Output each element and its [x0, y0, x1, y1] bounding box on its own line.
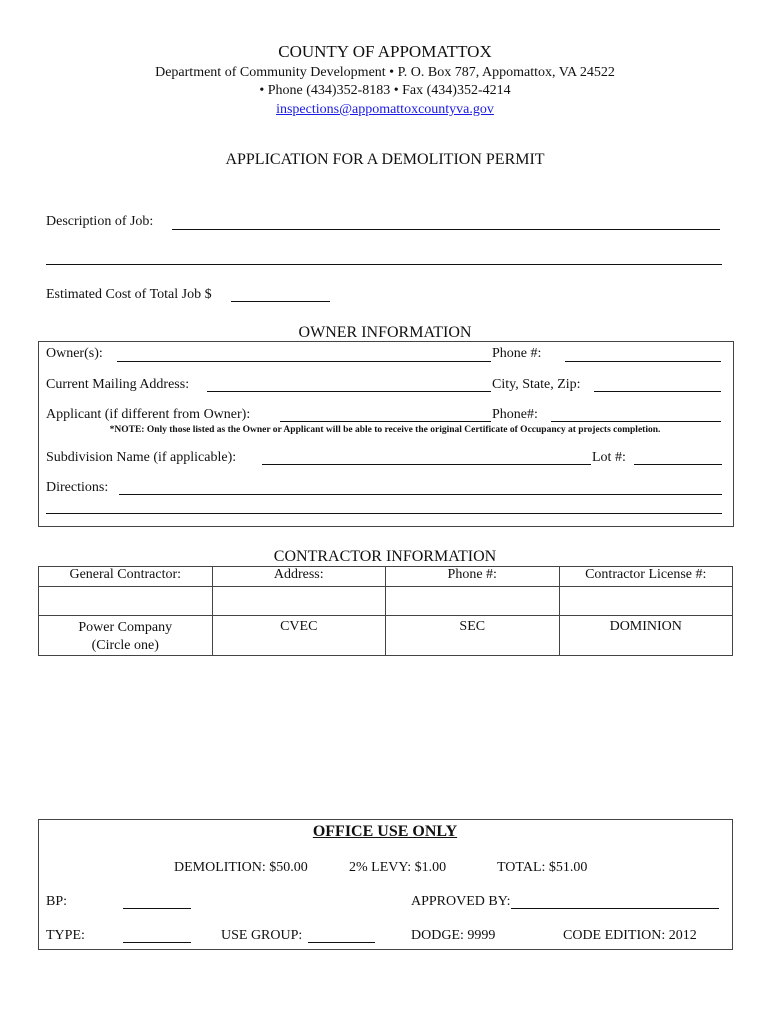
description-field[interactable] — [172, 229, 720, 230]
description-field-line2[interactable] — [46, 264, 722, 265]
address-cell[interactable] — [212, 587, 386, 616]
applicant-phone-field[interactable] — [551, 421, 721, 422]
approved-by-field[interactable] — [511, 908, 719, 909]
directions-field-line2[interactable] — [46, 513, 722, 514]
contractor-section-title: CONTRACTOR INFORMATION — [273, 548, 497, 565]
bp-label: BP: — [46, 894, 68, 909]
power-company-label — [39, 616, 213, 656]
owners-label: Owner(s): — [46, 346, 103, 361]
contractor-header-row — [39, 567, 733, 587]
approved-by-label: APPROVED BY: — [411, 894, 511, 909]
license-cell[interactable] — [559, 587, 733, 616]
mailing-address-field[interactable] — [207, 391, 491, 392]
email-link[interactable]: inspections@appomattoxcountyva.gov — [276, 102, 494, 117]
power-company-row — [39, 616, 733, 656]
description-label: Description of Job: — [46, 214, 154, 229]
use-group-label: USE GROUP: — [221, 928, 303, 943]
subdivision-field[interactable] — [262, 464, 591, 465]
use-group-field[interactable] — [308, 942, 375, 943]
owners-field[interactable] — [117, 361, 491, 362]
power-company-line1: Power Company — [78, 620, 173, 635]
bp-field[interactable] — [123, 908, 191, 909]
type-field[interactable] — [123, 942, 191, 943]
county-title: COUNTY OF APPOMATTOX — [278, 42, 492, 61]
city-state-zip-label: City, State, Zip: — [492, 377, 581, 392]
department-address: Department of Community Development • P. O. Box 787, Appomattox, VA 24522 — [155, 65, 615, 80]
directions-label: Directions: — [46, 480, 109, 495]
mailing-address-label: Current Mailing Address: — [46, 377, 190, 392]
phone-cell[interactable] — [386, 587, 560, 616]
header-license: Contractor License #: — [559, 567, 733, 587]
code-edition-value: CODE EDITION: 2012 — [563, 928, 697, 943]
dodge-value: DODGE: 9999 — [411, 928, 496, 943]
total-fee: TOTAL: $51.00 — [497, 860, 588, 875]
applicant-label: Applicant (if different from Owner): — [46, 407, 251, 422]
demolition-fee: DEMOLITION: $50.00 — [174, 860, 308, 875]
header-phone: Phone #: — [386, 567, 560, 587]
owner-section-title: OWNER INFORMATION — [298, 324, 472, 341]
contractor-table — [38, 566, 733, 656]
header-address: Address: — [212, 567, 386, 587]
power-option-dominion[interactable]: DOMINION — [559, 616, 733, 656]
power-option-sec[interactable]: SEC — [386, 616, 560, 656]
cost-field[interactable] — [231, 301, 330, 302]
type-label: TYPE: — [46, 928, 85, 943]
power-option-cvec[interactable]: CVEC — [212, 616, 386, 656]
header-general-contractor: General Contractor: — [39, 567, 213, 587]
city-state-zip-field[interactable] — [594, 391, 721, 392]
form-title: APPLICATION FOR A DEMOLITION PERMIT — [225, 151, 545, 168]
cost-label: Estimated Cost of Total Job $ — [46, 287, 212, 302]
owner-phone-field[interactable] — [565, 361, 721, 362]
general-contractor-cell[interactable] — [39, 587, 213, 616]
owner-phone-label: Phone #: — [492, 346, 542, 361]
subdivision-label: Subdivision Name (if applicable): — [46, 450, 237, 465]
phone-fax: • Phone (434)352-8183 • Fax (434)352-4214 — [259, 83, 511, 98]
directions-field[interactable] — [119, 494, 722, 495]
levy-fee: 2% LEVY: $1.00 — [349, 860, 447, 875]
lot-label: Lot #: — [592, 450, 626, 465]
power-company-line2: (Circle one) — [91, 638, 159, 653]
lot-field[interactable] — [634, 464, 722, 465]
contractor-entry-row — [39, 587, 733, 616]
office-use-title: OFFICE USE ONLY — [312, 823, 458, 840]
applicant-field[interactable] — [280, 421, 491, 422]
applicant-phone-label: Phone#: — [492, 407, 538, 422]
occupancy-note: *NOTE: Only those listed as the Owner or Applicant will be able to receive the original Certificate of Occupancy at projects completion. — [109, 425, 661, 435]
